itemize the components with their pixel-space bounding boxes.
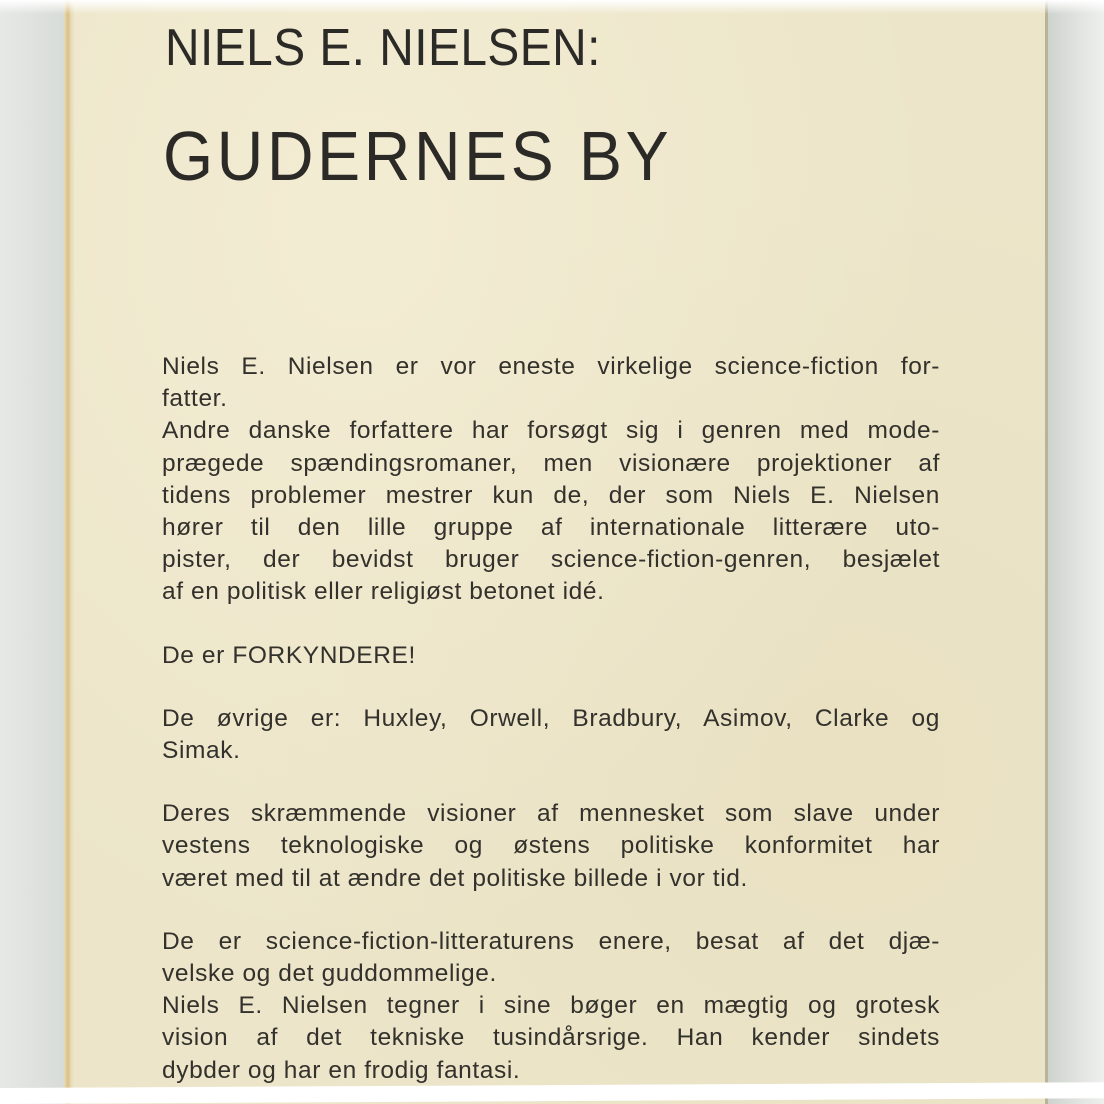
text-line: tidens problemer mestrer kun de, der som Niels E. Nielsen	[162, 481, 940, 509]
background-left	[0, 0, 64, 1104]
text-line: De er FORKYNDERE!	[162, 641, 416, 669]
background-right	[1048, 0, 1104, 1104]
text-line: Niels E. Nielsen er vor eneste virkelige science-fiction for-	[162, 353, 940, 380]
text-line: prægede spændingsromaner, men visionære projektioner af	[162, 449, 940, 477]
text-line: været med til at ændre det politiske billede i vor tid.	[162, 864, 748, 892]
text-line: Andre danske forfattere har forsøgt sig i genren med mode-	[162, 417, 940, 445]
text-line: velske og det guddommelige.	[162, 960, 497, 988]
text-line: vision af det tekniske tusindårsrige. Han kender sindets	[162, 1024, 940, 1052]
text-line: af en politisk eller religiøst betonet idé.	[162, 578, 605, 606]
text-line: Niels E. Nielsen tegner i sine bøger en mægtig og grotesk	[162, 992, 940, 1020]
paragraph-visions	[162, 798, 940, 895]
paragraph-intro	[162, 351, 940, 609]
paragraph-forkyndere	[162, 640, 940, 672]
text-line: Deres skræmmende visioner af mennesket som slave under	[162, 800, 940, 828]
author-heading: NIELS E. NIELSEN:	[165, 19, 601, 77]
paragraph-conclusion	[162, 926, 940, 1087]
paragraph-others	[162, 703, 940, 767]
text-line: hører til den lille gruppe af internationale litterære uto-	[162, 514, 940, 542]
text-line-cutoff: dybder og har en frodig fantasi.	[162, 1056, 521, 1084]
text-line: fatter.	[162, 385, 228, 413]
text-line: pister, der bevidst bruger science-fiction-genren, besjælet	[162, 546, 940, 574]
text-line: vestens teknologiske og østens politiske konformitet har	[162, 832, 940, 860]
text-line: Simak.	[162, 737, 241, 765]
text-line: De er science-fiction-litteraturens enere, besat af det djæ-	[162, 927, 940, 955]
text-line: De øvrige er: Huxley, Orwell, Bradbury, Asimov, Clarke og	[162, 704, 940, 732]
page-shadow	[1045, 0, 1048, 1104]
page-edge	[64, 0, 74, 1104]
book-title: GUDERNES BY	[163, 117, 673, 195]
blurb-text	[162, 351, 940, 1087]
